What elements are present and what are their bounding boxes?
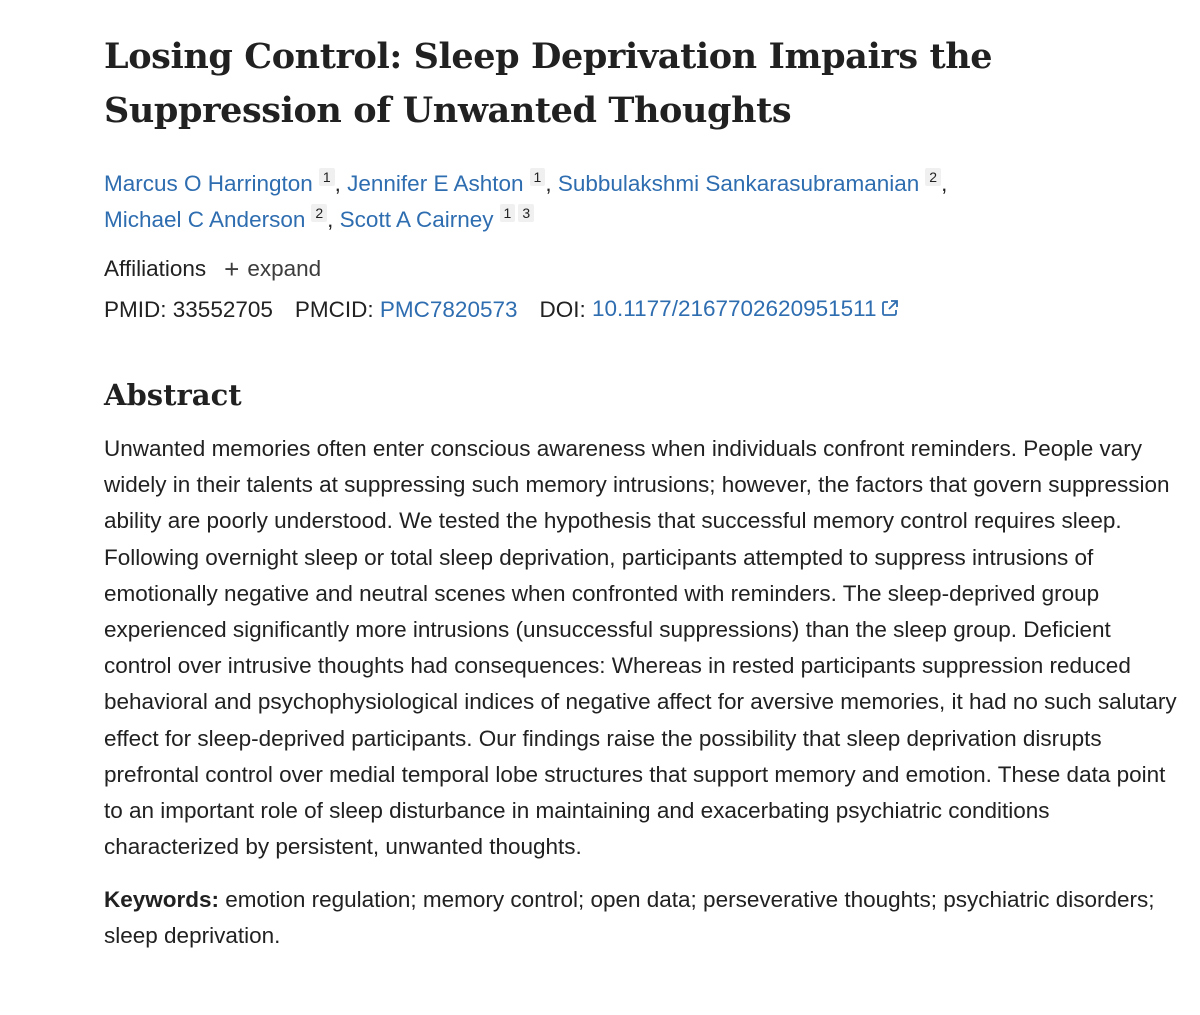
affiliation-ref[interactable]: 3 <box>518 204 534 222</box>
author-link-ashton[interactable]: Jennifer E Ashton <box>347 171 524 196</box>
keywords-list: emotion regulation; memory control; open data; perseverative thoughts; psychiatric disorders; sleep deprivation. <box>104 886 1155 948</box>
expand-label: expand <box>247 256 322 281</box>
author-link-sankarasubramanian[interactable]: Subbulakshmi Sankarasubramanian <box>557 171 920 196</box>
affiliations-expand-toggle[interactable] <box>224 252 321 286</box>
affiliation-ref[interactable]: 1 <box>530 168 546 186</box>
author-link-anderson[interactable]: Michael C Anderson <box>104 207 306 232</box>
author-list <box>104 166 1184 238</box>
affiliation-ref[interactable]: 1 <box>500 204 516 222</box>
pmid-value: 33552705 <box>172 296 273 322</box>
pmcid-link[interactable]: PMC7820573 <box>379 296 518 322</box>
doi-label: DOI: <box>539 296 586 322</box>
author-entry: Marcus O Harrington 1 , <box>104 169 348 196</box>
identifiers-row <box>104 292 1184 327</box>
doi-link[interactable] <box>592 292 898 327</box>
pmid-label: PMID: <box>104 296 167 322</box>
affiliation-ref[interactable]: 2 <box>925 168 941 186</box>
keywords <box>104 882 1184 954</box>
author-link-cairney[interactable]: Scott A Cairney <box>339 207 494 232</box>
author-entry: Michael C Anderson 2 , <box>104 205 340 232</box>
affiliations-label: Affiliations <box>104 256 207 281</box>
article-title: Losing Control: Sleep Deprivation Impairs the Suppression of Unwanted Thoughts <box>104 36 993 131</box>
doi-value: 10.1177/2167702620951511 <box>592 296 877 321</box>
abstract-text: Unwanted memories often enter conscious awareness when individuals confront reminders. People vary widely in their talents at suppressing such memory intrusions; however, the factors that govern suppression ability are poorly understood. We tested the hypothesis that successful memory control requires sleep. Following overnight sleep or total sleep deprivation, participants attempted to suppress intrusions of emotionally negative and neutral scenes when confronted with reminders. The sleep-deprived group experienced significantly more intrusions (unsuccessful suppressions) than the sleep group. Deficient control over intrusive thoughts had consequences: Whereas in rested participants suppression reduced behavioral and psychophysiological indices of negative affect for aversive memories, it had no such salutary effect for sleep-deprived participants. Our findings raise the possibility that sleep deprivation disrupts prefrontal control over medial temporal lobe structures that support memory and emotion. These data point to an important role of sleep disturbance in maintaining and exacerbating psychiatric conditions characterized by persistent, unwanted thoughts. <box>104 436 1177 860</box>
article-page <box>104 30 1184 954</box>
external-link-icon <box>881 293 899 327</box>
author-entry: Subbulakshmi Sankarasubramanian 2 , <box>557 169 948 196</box>
affiliation-ref[interactable]: 2 <box>311 204 327 222</box>
plus-icon: + <box>224 254 240 284</box>
author-entry <box>340 207 534 232</box>
keywords-label: Keywords: <box>104 886 220 912</box>
pmcid-label: PMCID: <box>294 296 374 322</box>
affiliations-row <box>104 252 1184 286</box>
abstract-heading: Abstract <box>104 378 242 413</box>
affiliation-ref[interactable]: 1 <box>319 168 335 186</box>
author-entry: Jennifer E Ashton 1 , <box>347 169 558 196</box>
author-link-harrington[interactable]: Marcus O Harrington <box>104 171 313 196</box>
